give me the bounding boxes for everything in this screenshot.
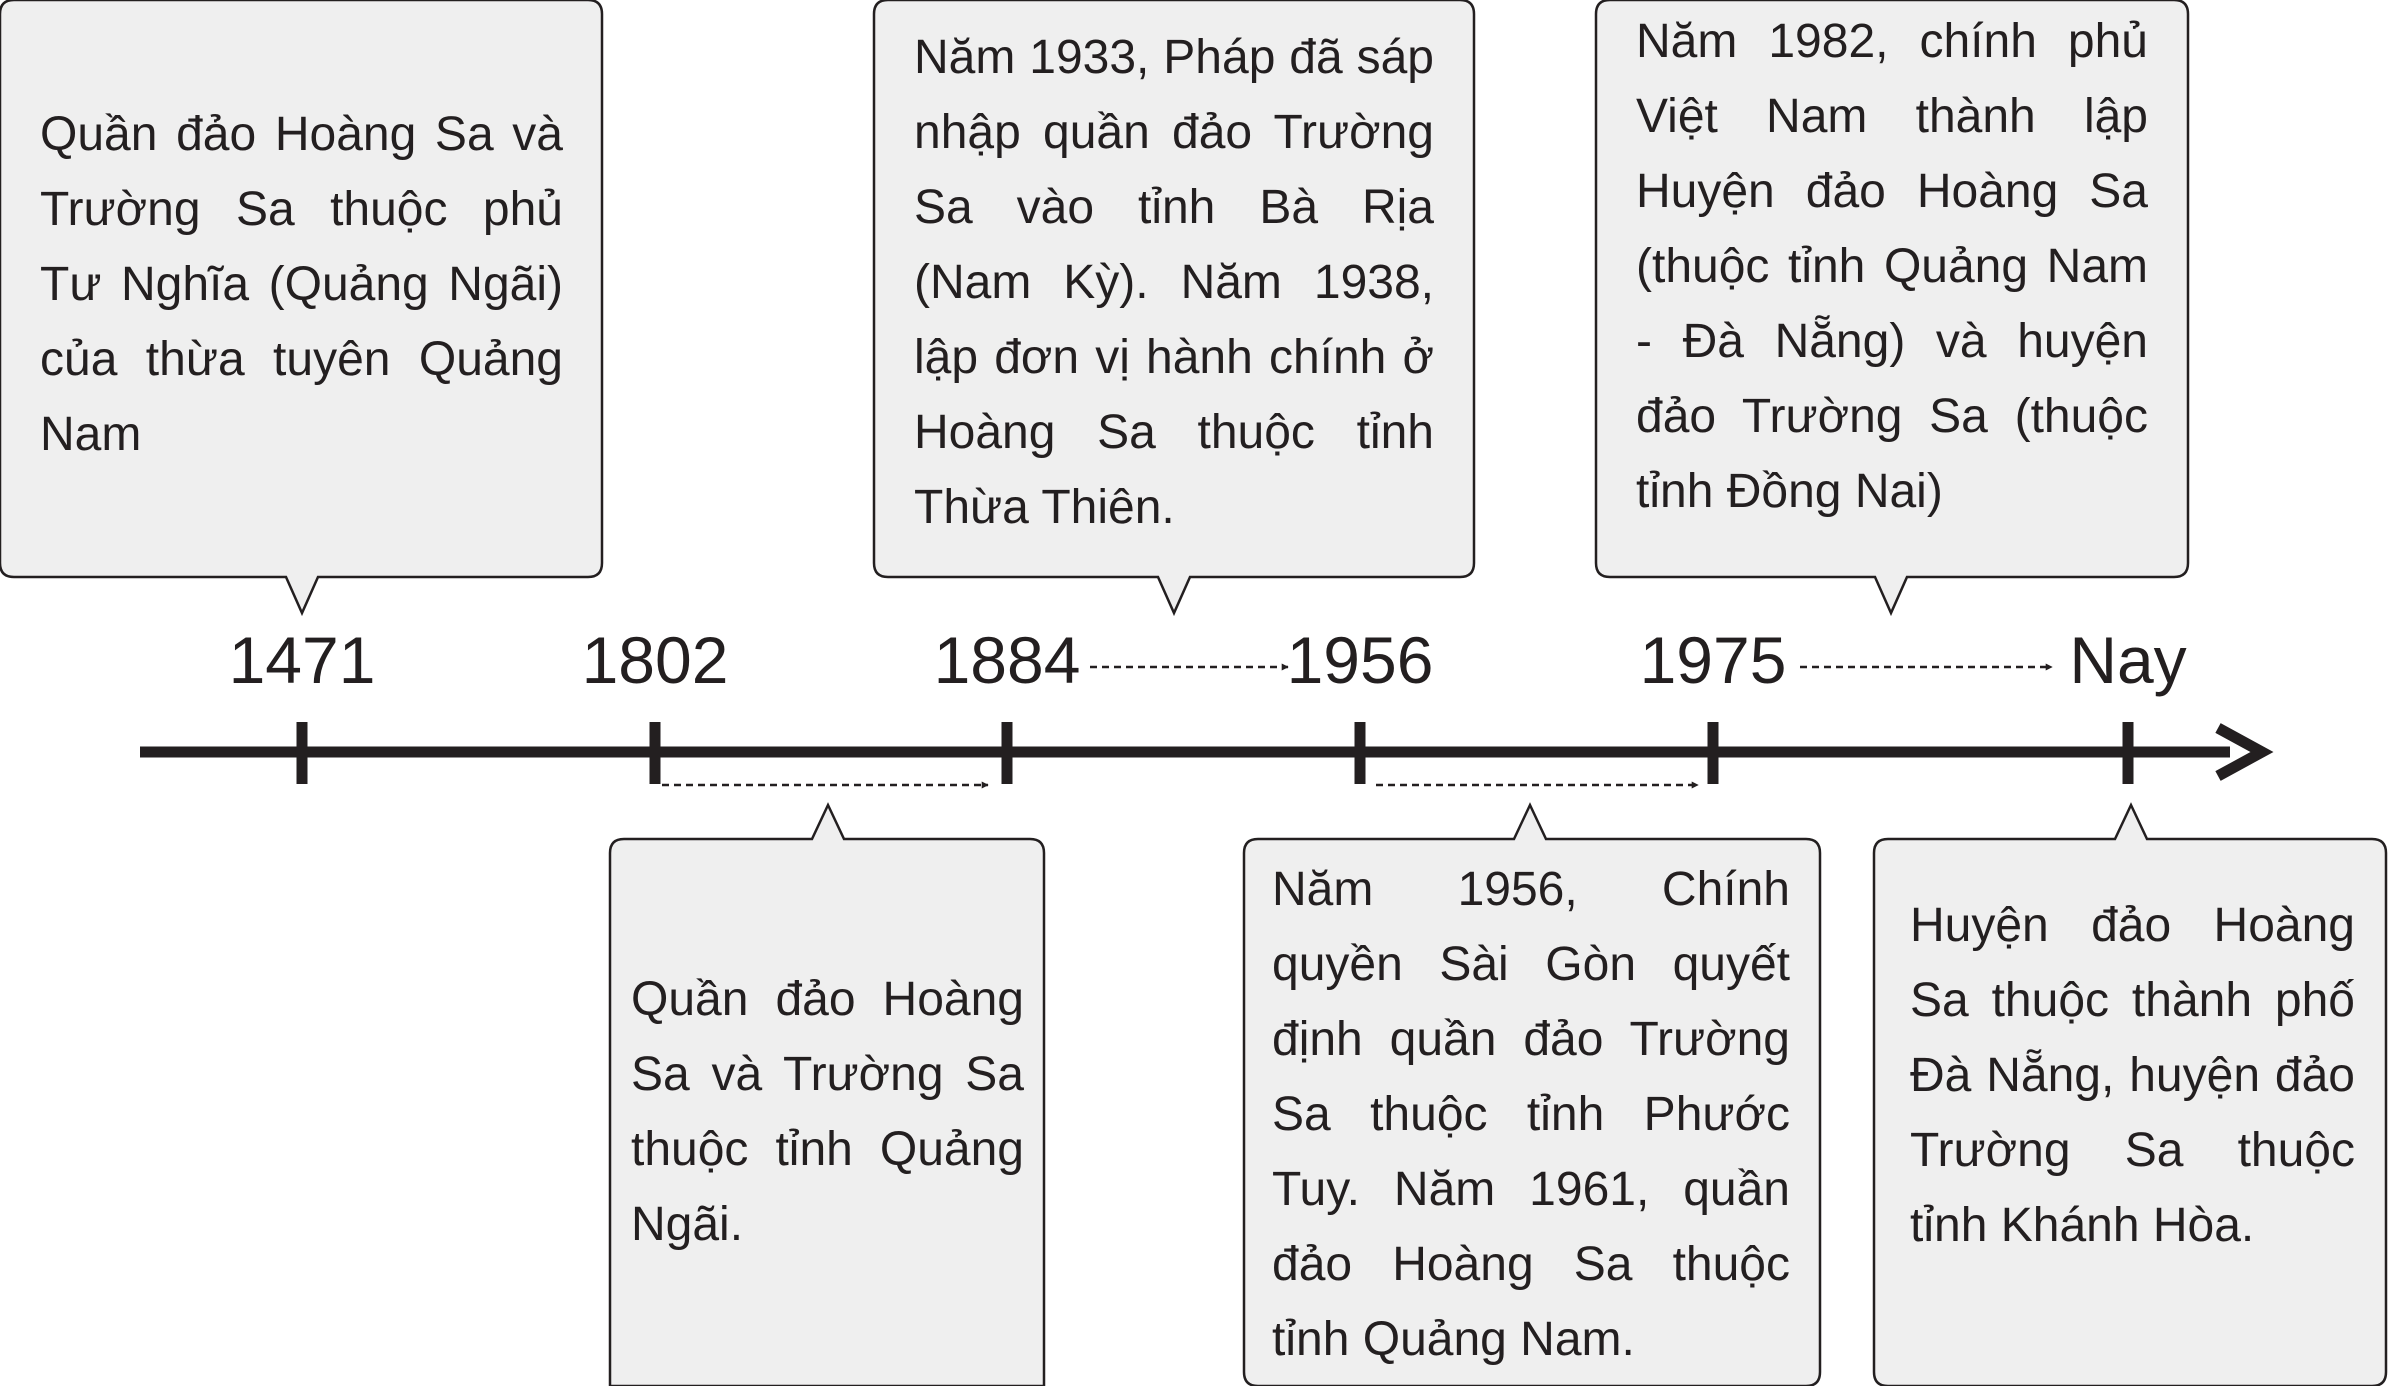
event-text-1471: Quần đảo Hoàng Sa và Trường Sa thuộc phủ Tư Nghĩa (Quảng Ngãi) của thừa tuyên Quảng Nam <box>40 108 563 461</box>
year-label-1802: 1802 <box>581 623 729 697</box>
year-label-1975: 1975 <box>1639 623 1787 697</box>
event-text-1956-1975: Năm 1956, Chính quyền Sài Gòn quyết định quần đảo Trường Sa thuộc tỉnh Phước Tuy. Năm 1961, quần đảo Hoàng Sa thuộc tỉnh Quảng Nam. <box>1272 863 1790 1366</box>
event-text-1975-nay: Năm 1982, chính phủ Việt Nam thành lập Huyện đảo Hoàng Sa (thuộc tỉnh Quảng Nam - Đà Nẵng) và huyện đảo Trường Sa (thuộc tỉnh Đồng Nai) <box>1636 15 2148 518</box>
event-text-1802-1884: Quần đảo Hoàng Sa và Trường Sa thuộc tỉnh Quảng Ngãi. <box>631 973 1024 1251</box>
year-label-1884: 1884 <box>933 623 1081 697</box>
year-label-1471: 1471 <box>228 623 376 697</box>
event-text-nay: Huyện đảo Hoàng Sa thuộc thành phố Đà Nẵng, huyện đảo Trường Sa thuộc tỉnh Khánh Hòa. <box>1910 899 2355 1252</box>
year-label-1956: 1956 <box>1286 623 1434 697</box>
event-text-1884-1956: Năm 1933, Pháp đã sáp nhập quần đảo Trường Sa vào tỉnh Bà Rịa (Nam Kỳ). Năm 1938, lập đơn vị hành chính ở Hoàng Sa thuộc tỉnh Thừa Thiên. <box>914 31 1434 534</box>
year-label-nay: Nay <box>2069 623 2187 697</box>
